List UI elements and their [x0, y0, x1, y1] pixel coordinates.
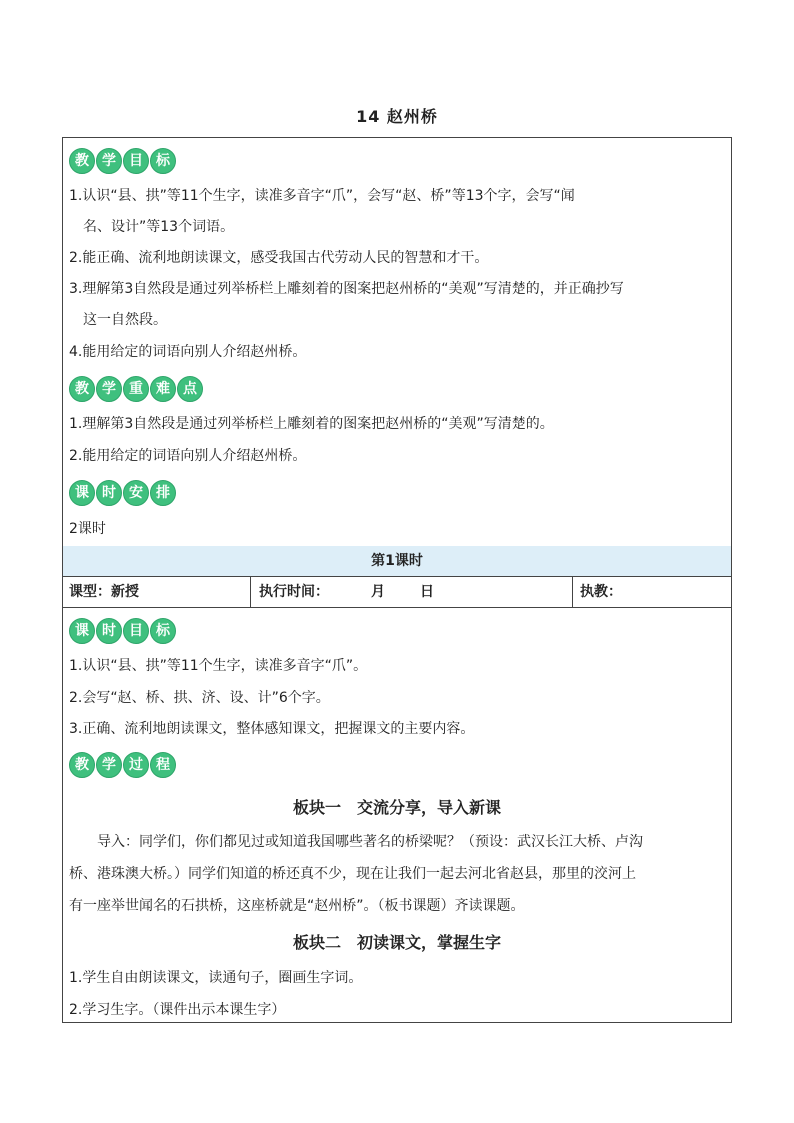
header-char: 教: [69, 376, 95, 402]
process-header: [69, 752, 176, 778]
divider: [63, 607, 731, 608]
cell-divider: [572, 576, 573, 607]
divider: [63, 576, 731, 577]
section-1-heading: 板块一 交流分享，导入新课: [292, 798, 501, 817]
teaching-goals-header: [69, 148, 176, 174]
header-char: 标: [150, 618, 176, 644]
cell-divider: [250, 576, 251, 607]
step-2: 2.学习生字。（课件出示本课生字）: [69, 1002, 286, 1018]
header-char: 学: [96, 148, 122, 174]
period-goal-1: 1.认识“县、拱”等11个生字，读准多音字“爪”。: [69, 658, 368, 674]
period-goals-header: [69, 618, 176, 644]
key-difficulties-header: [69, 376, 203, 402]
header-char: 点: [177, 376, 203, 402]
goal-3-cont: 这一自然段。: [83, 312, 167, 328]
goal-2: 2.能正确、流利地朗读课文，感受我国古代劳动人民的智慧和才干。: [69, 250, 489, 266]
difficulty-2: 2.能用给定的词语向别人介绍赵州桥。: [69, 448, 307, 464]
month-label: 月: [371, 584, 385, 600]
goal-1-cont: 名、设计”等13个词语。: [83, 219, 235, 235]
schedule-header: [69, 480, 176, 506]
goal-1: 1.认识“县、拱”等11个生字，读准多音字“爪”，会写“赵、桥”等13个字，会写“闻: [69, 188, 575, 204]
intro-paragraph: [69, 826, 725, 922]
header-char: 重: [123, 376, 149, 402]
intro-line: 有一座举世闻名的石拱桥，这座桥就是“赵州桥”。（板书课题）齐读课题。: [69, 898, 525, 914]
period-title: 第1课时: [63, 546, 731, 576]
header-char: 目: [123, 148, 149, 174]
header-char: 教: [69, 148, 95, 174]
header-char: 标: [150, 148, 176, 174]
day-label: 日: [420, 584, 434, 600]
header-char: 过: [123, 752, 149, 778]
section-2-heading: 板块二 初读课文，掌握生字: [292, 933, 501, 952]
period-goal-2: 2.会写“赵、桥、拱、济、设、计”6个字。: [69, 690, 330, 706]
header-char: 安: [123, 480, 149, 506]
intro-line: 桥、港珠澳大桥。）同学们知道的桥还真不少，现在让我们一起去河北省赵县，那里的洨河上: [69, 866, 636, 882]
execution-time-label: 执行时间：: [259, 584, 329, 600]
lesson-title: 14 赵州桥: [356, 107, 438, 126]
lesson-type: 课型：新授: [69, 584, 139, 600]
header-char: 排: [150, 480, 176, 506]
header-char: 难: [150, 376, 176, 402]
header-char: 课: [69, 480, 95, 506]
header-char: 学: [96, 376, 122, 402]
intro-line: 导入：同学们，你们都见过或知道我国哪些著名的桥梁呢？（预设：武汉长江大桥、卢沟: [69, 834, 643, 850]
period-goal-3: 3.正确、流利地朗读课文，整体感知课文，把握课文的主要内容。: [69, 721, 475, 737]
lesson-plan-table: [62, 137, 732, 1023]
step-1: 1.学生自由朗读课文，读通句子，圈画生字词。: [69, 970, 363, 986]
header-char: 程: [150, 752, 176, 778]
difficulty-1: 1.理解第3自然段是通过列举桥栏上雕刻着的图案把赵州桥的“美观”写清楚的。: [69, 416, 554, 432]
goal-4: 4.能用给定的词语向别人介绍赵州桥。: [69, 344, 307, 360]
header-char: 时: [96, 618, 122, 644]
header-char: 时: [96, 480, 122, 506]
header-char: 学: [96, 752, 122, 778]
teacher-label: 执教：: [580, 584, 622, 600]
header-char: 教: [69, 752, 95, 778]
schedule-text: 2课时: [69, 521, 106, 537]
goal-3: 3.理解第3自然段是通过列举桥栏上雕刻着的图案把赵州桥的“美观”写清楚的，并正确抄写: [69, 281, 624, 297]
header-char: 课: [69, 618, 95, 644]
header-char: 目: [123, 618, 149, 644]
